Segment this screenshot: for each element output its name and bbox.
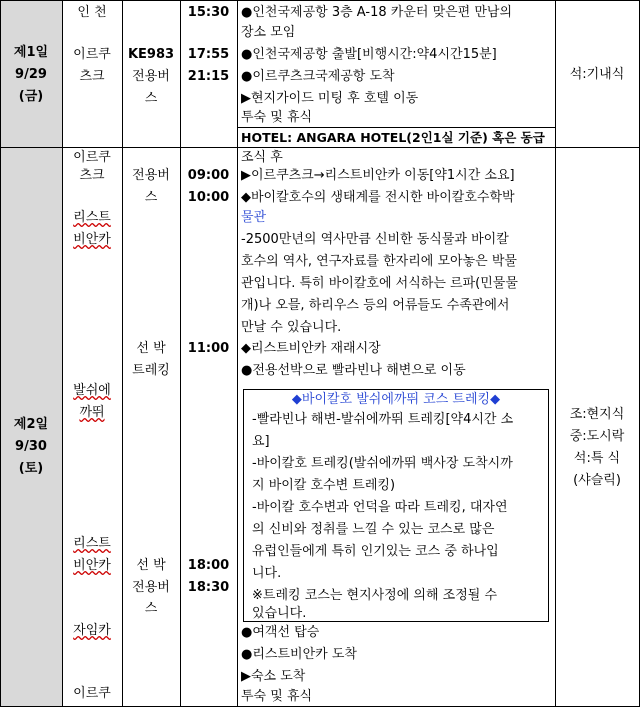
day2-date: 9/30 (15, 439, 47, 454)
trekking-line: -바이칼호 트레킹(발쉬에까뛰 백사장 도착시까 (252, 456, 513, 471)
col-divider (62, 0, 63, 707)
trekking-line: 요] (252, 434, 270, 449)
day2-line: 물관 (241, 210, 267, 225)
day2-meal: 중:도시락 (569, 429, 625, 444)
col-divider (237, 0, 238, 707)
day1-place: 츠크 (79, 69, 105, 84)
day2-line: 만날 수 있습니다. (241, 320, 342, 335)
trekking-line: 의 신비와 정취를 느낄 수 있는 코스로 많은 (252, 522, 495, 537)
day2-meal: (샤슬릭) (573, 473, 621, 488)
day1-weekday: (금) (18, 89, 44, 104)
day1-transport: 스 (144, 91, 158, 106)
day2-after-line: ●여객선 탑승 (241, 625, 320, 640)
day2-place: 비안카 (73, 558, 111, 573)
trekking-line: 니다. (252, 566, 282, 581)
day1-date: 9/29 (15, 67, 47, 82)
day2-line: ◆리스트비안카 재래시장 (241, 341, 381, 356)
trekking-line: 지 바이칼 호수변 트레킹) (252, 478, 396, 493)
day2-line: 조식 후 (241, 150, 283, 165)
day1-hotel: HOTEL: ANGARA HOTEL(2인1실 기준) 혹은 동급 (241, 130, 545, 145)
trekking-line: 있습니다. (252, 606, 307, 621)
day2-line: 개)나 오믈, 하리우스 등의 어류들도 수족관에서 (241, 298, 510, 313)
day1-time: 21:15 (187, 69, 230, 84)
day2-time: 11:00 (187, 341, 230, 356)
day2-transport: 스 (144, 601, 158, 616)
day1-meal: 석:기내식 (569, 67, 625, 82)
day2-transport: 전용버 (132, 580, 170, 595)
day2-line: ●전용선박으로 빨라빈나 해변으로 이동 (241, 363, 466, 378)
day2-transport: 선 박 (136, 341, 166, 356)
day1-line: ▶현지가이드 미팅 후 호텔 이동 (241, 91, 419, 106)
day2-place: 발쉬에 (73, 383, 111, 398)
day1-line: 투숙 및 휴식 (241, 110, 313, 125)
day2-place: 비안카 (73, 232, 111, 247)
day2-place: 리스트 (73, 210, 111, 225)
day1-place: 인 천 (77, 5, 107, 20)
day1-time: 17:55 (187, 47, 230, 62)
day2-place: 까뛰 (79, 405, 105, 420)
day2-meal: 석:특 식 (573, 451, 621, 466)
day1-day: 제1일 (13, 45, 49, 60)
day2-place: 자임카 (73, 623, 111, 638)
trekking-line: ※트레킹 코스는 현지사정에 의해 조정될 수 (252, 588, 498, 603)
day2-line: ◆바이칼호수의 생태계를 전시한 바이칼호수학박 (241, 190, 515, 205)
trekking-line: 유럽인들에게 특히 인기있는 코스 중 하나입 (252, 544, 499, 559)
day2-after-line: 투숙 및 휴식 (241, 689, 313, 704)
day1-flight: KE983 (127, 47, 175, 62)
day1-line: 장소 모임 (241, 25, 296, 40)
day2-transport: 선 박 (136, 558, 166, 573)
day2-time: 10:00 (187, 190, 230, 205)
day1-transport: 전용버 (132, 69, 170, 84)
day2-time: 18:30 (187, 580, 230, 595)
trekking-line: -바이칼 호수변과 언덕을 따라 트레킹, 대자연 (252, 500, 508, 515)
day2-place: 이르쿠 (73, 150, 111, 165)
day2-meal: 조:현지식 (569, 407, 625, 422)
day2-place: 리스트 (73, 536, 111, 551)
day2-after-line: ●리스트비안카 도착 (241, 647, 357, 662)
day2-line: ▶이르쿠츠크→리스트비안카 이동[약1시간 소요] (241, 168, 515, 183)
day2-transport: 트레킹 (132, 363, 170, 378)
day2-line: -2500만년의 역사만큼 신비한 동식물과 바이칼 (241, 232, 509, 247)
day2-time: 18:00 (187, 558, 230, 573)
day1-line: ●인천국제공항 3층 A-18 카운터 맞은편 만남의 (241, 5, 513, 20)
day2-place: 이르쿠 (73, 686, 111, 701)
col-divider (555, 0, 556, 707)
day1-line: ●이르쿠츠크국제공항 도착 (241, 69, 395, 84)
day2-transport: 스 (144, 190, 158, 205)
day2-line: 호수의 역사, 연구자료를 한자리에 모아놓은 박물 (241, 254, 517, 269)
day1-time: 15:30 (187, 5, 230, 20)
day2-place: 츠크 (79, 168, 105, 183)
day1-line: ●인천국제공항 출발[비행시간:약4시간15분] (241, 47, 497, 62)
day2-time: 09:00 (187, 168, 230, 183)
table-border-top (0, 0, 640, 1)
day2-transport: 전용버 (132, 168, 170, 183)
day2-weekday: (토) (18, 461, 44, 476)
day2-line: 관입니다. 특히 바이칼호에 서식하는 르파(민물물 (241, 276, 518, 291)
trekking-line: -빨라빈나 해변-발쉬에까뛰 트레킹[약4시간 소 (252, 412, 514, 427)
day2-day: 제2일 (13, 417, 49, 432)
trekking-box-title: ◆바이칼호 발쉬에까뛰 코스 트레킹◆ (291, 392, 501, 407)
day1-place: 이르쿠 (73, 47, 111, 62)
day2-after-line: ▶숙소 도착 (241, 669, 306, 684)
